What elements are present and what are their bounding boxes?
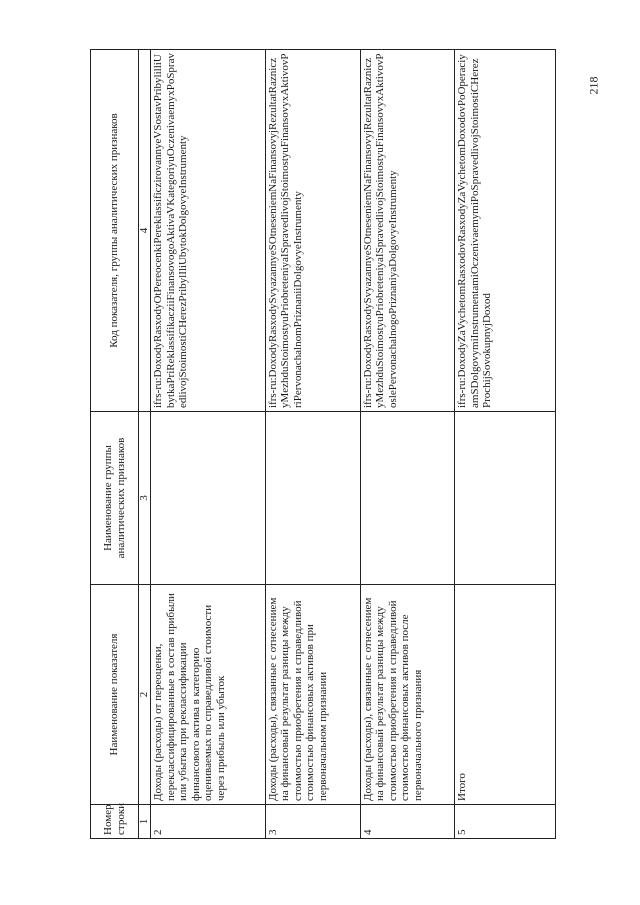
row-indicator-name: Доходы (расходы) от переоценки, переклассифицированные в состав прибыли или убытка при реклассификации финансового актива в категорию оцениваемых по справедливой стоимости через прибыль или убыток [151,585,266,805]
header-code: Код показателя, группы аналитических признаков [91,50,139,412]
page-number-text: 218 [586,76,601,94]
row-code: ifrs-ru:DoxodyZaVychetomRasxodovRasxodyZaVychetomDoxodovPoOperaciyamSDolgovymiInstrumentamiOczenivaemymiPoSpravedlivojStoimostiCHerezProchijSovokupnyjDoxod [455,50,556,412]
table-row [360,50,455,839]
column-number-2: 2 [139,585,151,805]
column-number-3: 3 [139,412,151,585]
table-header-row [91,50,139,839]
row-indicator-name: Доходы (расходы), связанные с отнесением на финансовый результат разницы между стоимостью приобретения и справедливой стоимостью финансовых активов при первоначальном признании [265,585,360,805]
row-code: ifrs-ru:DoxodyRasxodyOtPereocenkiPereklassificzirovannyeVSostavPribylilliUbytkaPriReklassifikacziiFinansovogoAktivaVKategoriyuOczenivaemyxPoSpravedlivojStoimostiCHerezPribylIliUbytokDolgovyeInstrumenty [151,50,266,412]
header-indicator-name: Наименование показателя [91,585,139,805]
row-group-name [455,412,556,585]
header-group-name: Наименование группы аналитических признаков [91,412,139,585]
row-group-name [360,412,455,585]
column-number-row [139,50,151,839]
row-code: ifrs-ru:DoxodyRasxodySvyazannyeSOtneseniemNaFinansovyjRezultatRazniczyMezhduStoimostyuPriobreteniyaISpravedlivojStoimostyuFinansovyxAktivovPriPervonachalnomPriznaniiDolgovyeInstrumenty [265,50,360,412]
page-number [582,70,606,100]
row-code: ifrs-ru:DoxodyRasxodySvyazannyeSOtneseniemNaFinansovyjRezultatRazniczyMezhduStoimostyuPriobreteniyaISpravedlivojStoimostyuFinansovyxAktivovPoslePervonachalnogoPriznaniyaDolgovyeInstrumenty [360,50,455,412]
column-number-1: 1 [139,805,151,839]
row-indicator-name: Итого [455,585,556,805]
row-indicator-name: Доходы (расходы), связанные с отнесением на финансовый результат разницы между стоимостью приобретения и справедливой стоимостью финансовых активов после первоначального признания [360,585,455,805]
row-group-name [151,412,266,585]
column-number-4: 4 [139,50,151,412]
row-number: 5 [455,805,556,839]
table-row [151,50,266,839]
row-number: 2 [151,805,266,839]
table-container [90,50,556,839]
row-number: 4 [360,805,455,839]
indicators-table [90,49,556,839]
table-row [455,50,556,839]
table-row [265,50,360,839]
row-group-name [265,412,360,585]
row-number: 3 [265,805,360,839]
header-row-number: Номер строки [91,805,139,839]
